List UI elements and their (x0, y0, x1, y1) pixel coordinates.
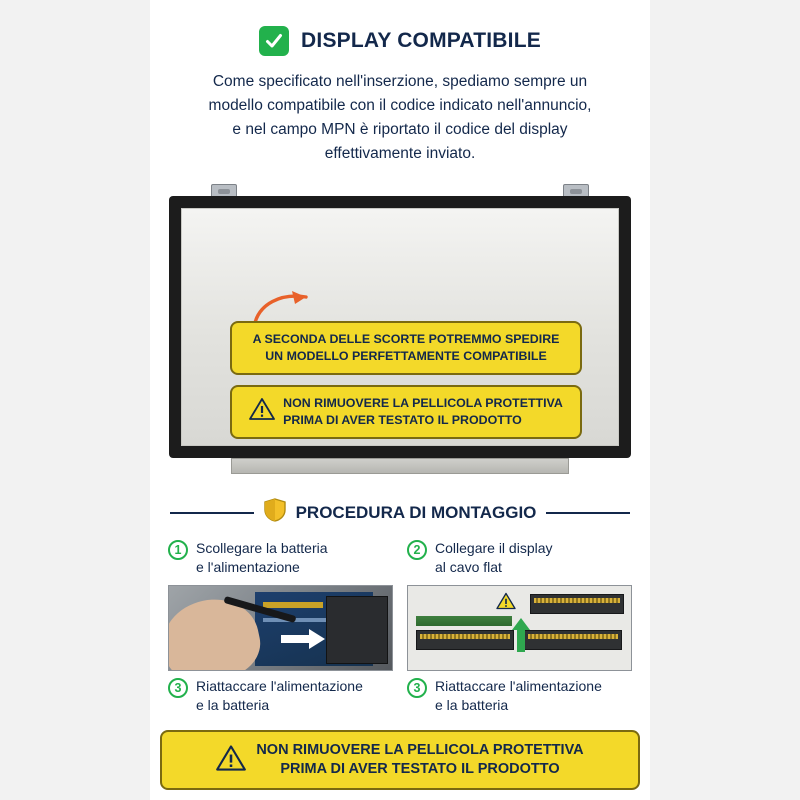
intro-line-2: modello compatibile con il codice indicato nell'annuncio, (208, 97, 592, 115)
panel-backlight-strip (231, 458, 569, 474)
step-line-1: Collegare il display (435, 540, 553, 557)
step-item (407, 677, 632, 715)
step-line-2: al cavo flat (435, 558, 502, 575)
steps-grid (168, 539, 632, 715)
connector-graphic (530, 594, 624, 614)
divider-right (546, 512, 630, 514)
connector-graphic (524, 630, 622, 650)
panel-bezel (169, 196, 631, 458)
footer-line-2: PRIMA DI AVER TESTATO IL PRODOTTO (280, 761, 560, 778)
section-title: PROCEDURA DI MONTAGGIO (295, 502, 537, 522)
step-number-badge: 3 (407, 678, 427, 698)
step-number-badge: 2 (407, 540, 427, 560)
footer-line-1: NON RIMUOVERE LA PELLICOLA PROTETTIVA (256, 742, 584, 759)
laptop-internals-photo (168, 585, 393, 671)
film-warning-line-1: NON RIMUOVERE LA PELLICOLA PROTETTIVA (283, 396, 563, 411)
divider-left (170, 512, 254, 514)
stock-notice-line-1: A SECONDA DELLE SCORTE POTREMMO SPEDIRE (252, 332, 560, 347)
warning-triangle-icon (216, 744, 246, 777)
green-up-arrow-icon (512, 618, 530, 657)
ribbon-cable-graphic (416, 616, 512, 626)
step-item (407, 539, 632, 577)
intro-line-4: effettivamente inviato. (324, 145, 476, 163)
header (150, 0, 650, 56)
step-line-2: e l'alimentazione (196, 558, 300, 575)
warning-triangle-icon (496, 592, 516, 615)
step-item (168, 539, 393, 577)
step-line-1: Riattaccare l'alimentazione (196, 677, 363, 694)
montaggio-section-header (170, 498, 630, 527)
flat-cable-connector-photo (407, 585, 632, 671)
step-line-2: e la batteria (196, 696, 270, 713)
panel-screen-surface (181, 208, 619, 446)
film-warning-text (283, 395, 563, 428)
stock-notice-line-2: UN MODELLO PERFETTAMENTE COMPATIBILE (265, 348, 547, 363)
step-text (435, 677, 602, 715)
check-icon (259, 26, 289, 56)
step-line-1: Scollegare la batteria (196, 540, 328, 557)
intro-text (172, 70, 628, 166)
intro-line-1: Come specificato nell'inserzione, spediamo sempre un (212, 73, 588, 90)
film-warning-box (230, 385, 582, 438)
footer-warning-banner (160, 730, 640, 790)
step-line-1: Riattaccare l'alimentazione (435, 677, 602, 694)
step-text (435, 539, 553, 577)
right-margin-strip (650, 0, 800, 800)
page-title: DISPLAY COMPATIBILE (301, 29, 541, 52)
warning-triangle-icon (249, 397, 275, 426)
step-number-badge: 3 (168, 678, 188, 698)
step-number-badge: 1 (168, 540, 188, 560)
shield-icon (264, 498, 286, 527)
intro-line-3: e nel campo MPN è riportato il codice del display (232, 121, 568, 139)
connector-graphic (416, 630, 514, 650)
lcd-panel-illustration (169, 184, 631, 484)
step-item (168, 677, 393, 715)
stock-notice-box (230, 321, 582, 374)
step-text (196, 677, 363, 715)
battery-graphic (326, 596, 388, 664)
film-warning-line-2: PRIMA DI AVER TESTATO IL PRODOTTO (283, 412, 522, 427)
footer-warning-text (256, 741, 583, 779)
white-arrow-icon (281, 629, 325, 654)
step-line-2: e la batteria (435, 696, 509, 713)
content-column (150, 0, 650, 800)
step-text (196, 539, 328, 577)
left-margin-strip (0, 0, 150, 800)
